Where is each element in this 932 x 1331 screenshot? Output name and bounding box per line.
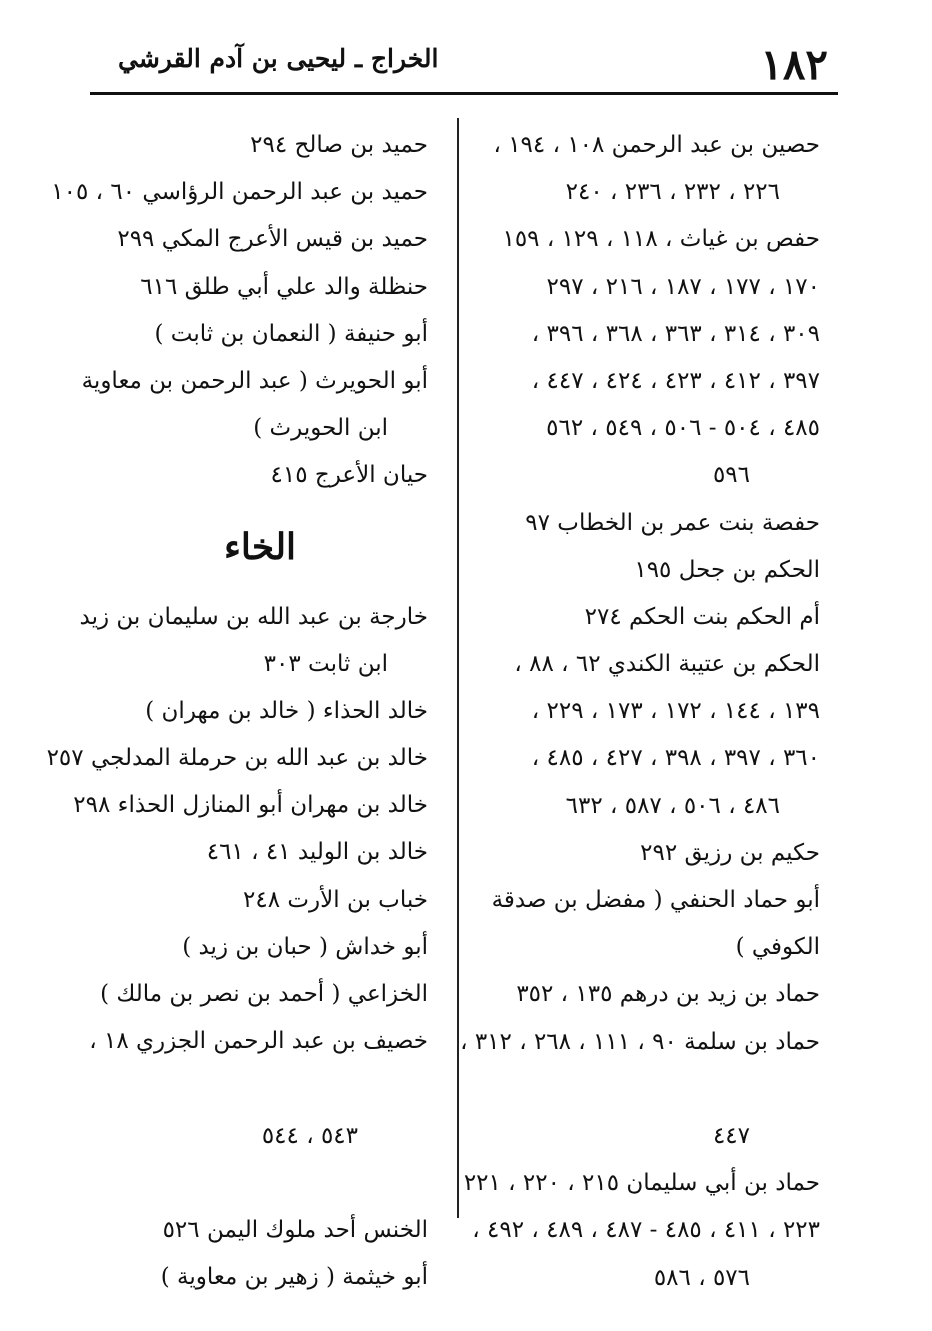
index-entry-line: حماد بن زيد بن درهم ١٣٥ ، ٣٥٢ (516, 981, 820, 1008)
running-title: الخراج ـ ليحيى بن آدم القرشي (118, 44, 439, 73)
index-entry-line (484, 1066, 820, 1113)
index-entry-line (92, 1065, 428, 1112)
index-entry-line: حيان الأعرج ٤١٥ (270, 462, 428, 489)
index-entry-line: الخزاعي ( أحمد بن نصر بن مالك ) (100, 981, 428, 1007)
index-entry-line: حنظلة والد علي أبي طلق ٦١٦ (140, 273, 428, 300)
index-entry-line: ٣٩٧ ، ٤١٢ ، ٤٢٣ ، ٤٢٤ ، ٤٤٧ ، (531, 367, 820, 394)
index-entry-line: حفصة بنت عمر بن الخطاب ٩٧ (525, 509, 820, 536)
index-entry-line: حميد بن صالح ٢٩٤ (250, 132, 428, 158)
index-entry-line: ٥٧٦ ، ٥٨٦ (653, 1264, 750, 1291)
index-entry-line: خالد بن الوليد ٤١ ، ٤٦١ (206, 839, 428, 866)
index-entry-line: حصين بن عبد الرحمن ١٠٨ ، ١٩٤ ، (493, 132, 820, 158)
index-entry-line: خالد بن عبد الله بن حرملة المدلجي ٢٥٧ (46, 745, 428, 772)
index-entry-line: الخنس أحد ملوك اليمن ٥٢٦ (162, 1216, 428, 1243)
index-entry-line: أبو حنيفة ( النعمان بن ثابت ) (154, 320, 428, 347)
index-entry-line: حفص بن غياث ، ١١٨ ، ١٢٩ ، ١٥٩ (502, 226, 820, 253)
page-number: ١٨٢ (760, 40, 828, 89)
index-entry-line: ٣٦٠ ، ٣٩٧ ، ٣٩٨ ، ٤٢٧ ، ٤٨٥ ، (531, 745, 820, 772)
index-entry-line: ابن ثابت ٣٠٣ (263, 650, 388, 677)
index-entry-line: ١٧٠ ، ١٧٧ ، ١٨٧ ، ٢١٦ ، ٢٩٧ (546, 273, 820, 300)
index-entry-line: ٥٤٣ ، ٥٤٤ (261, 1122, 358, 1149)
index-entry-line: الحكم بن جحل ١٩٥ (634, 556, 820, 583)
section-heading: الخاء (223, 525, 297, 568)
index-column-left-bottom (46, 594, 428, 1302)
index-entry-line: خارجة بن عبد الله بن سليمان بن زيد (79, 603, 428, 630)
index-entry-line: الحكم بن عتيبة الكندي ٦٢ ، ٨٨ ، (514, 651, 820, 678)
index-entry-line: ١٣٩ ، ١٤٤ ، ١٧٢ ، ١٧٣ ، ٢٢٩ ، (531, 698, 820, 725)
index-entry-line: خصيف بن عبد الرحمن الجزري ١٨ ، (89, 1028, 428, 1055)
index-entry-line: ٤٨٥ ، ٥٠٤ - ٥٠٦ ، ٥٤٩ ، ٥٦٢ (546, 415, 820, 442)
index-entry-line: أبو الحويرث ( عبد الرحمن بن معاوية (81, 367, 428, 394)
index-entry-line: ٢٢٦ ، ٢٣٢ ، ٢٣٦ ، ٢٤٠ (565, 179, 780, 206)
index-entry-line: ٢٢٣ ، ٤١١ ، ٤٨٥ - ٤٨٧ ، ٤٨٩ ، ٤٩٢ ، (472, 1217, 820, 1244)
index-entry-line: أبو خداش ( حبان بن زيد ) (182, 933, 428, 960)
index-column-left-top (51, 122, 428, 500)
header-rule (90, 92, 838, 95)
index-entry-line: أبو خيثمة ( زهير بن معاوية ) (160, 1264, 428, 1291)
column-divider (457, 118, 459, 1218)
index-entry-line: حميد بن قيس الأعرج المكي ٢٩٩ (117, 226, 428, 253)
index-entry-line: أبو حماد الحنفي ( مفضل بن صدقة (491, 887, 820, 913)
index-entry-line: ٣٠٩ ، ٣١٤ ، ٣٦٣ ، ٣٦٨ ، ٣٩٦ ، (531, 320, 820, 347)
index-entry-line: ٤٤٧ (712, 1122, 750, 1149)
index-entry-line: حكيم بن رزيق ٢٩٢ (640, 839, 820, 866)
index-entry-line: خالد الحذاء ( خالد بن مهران ) (145, 697, 428, 724)
index-entry-line: حماد بن سلمة ٩٠ ، ١١١ ، ٢٦٨ ، ٣١٢ ، (460, 1028, 820, 1055)
index-entry-line: الكوفي ) (735, 934, 820, 961)
index-entry-line (92, 1160, 428, 1207)
index-column-left (46, 122, 428, 1301)
index-entry-line: ابن الحويرث ) (253, 415, 388, 442)
index-entry-line: خالد بن مهران أبو المنازل الحذاء ٢٩٨ (73, 792, 428, 819)
index-entry-line: حميد بن عبد الرحمن الرؤاسي ٦٠ ، ١٠٥ (51, 179, 428, 206)
index-column-right (460, 122, 820, 1302)
index-entry-line: ٤٨٦ ، ٥٠٦ ، ٥٨٧ ، ٦٣٢ (565, 792, 780, 819)
index-entry-line: أم الحكم بنت الحكم ٢٧٤ (584, 603, 820, 630)
index-entry-line: خباب بن الأرت ٢٤٨ (243, 886, 428, 913)
index-entry-line: حماد بن أبي سليمان ٢١٥ ، ٢٢٠ ، ٢٢١ (463, 1170, 820, 1197)
index-entry-line: ٥٩٦ (712, 462, 750, 489)
page-header (0, 0, 932, 100)
